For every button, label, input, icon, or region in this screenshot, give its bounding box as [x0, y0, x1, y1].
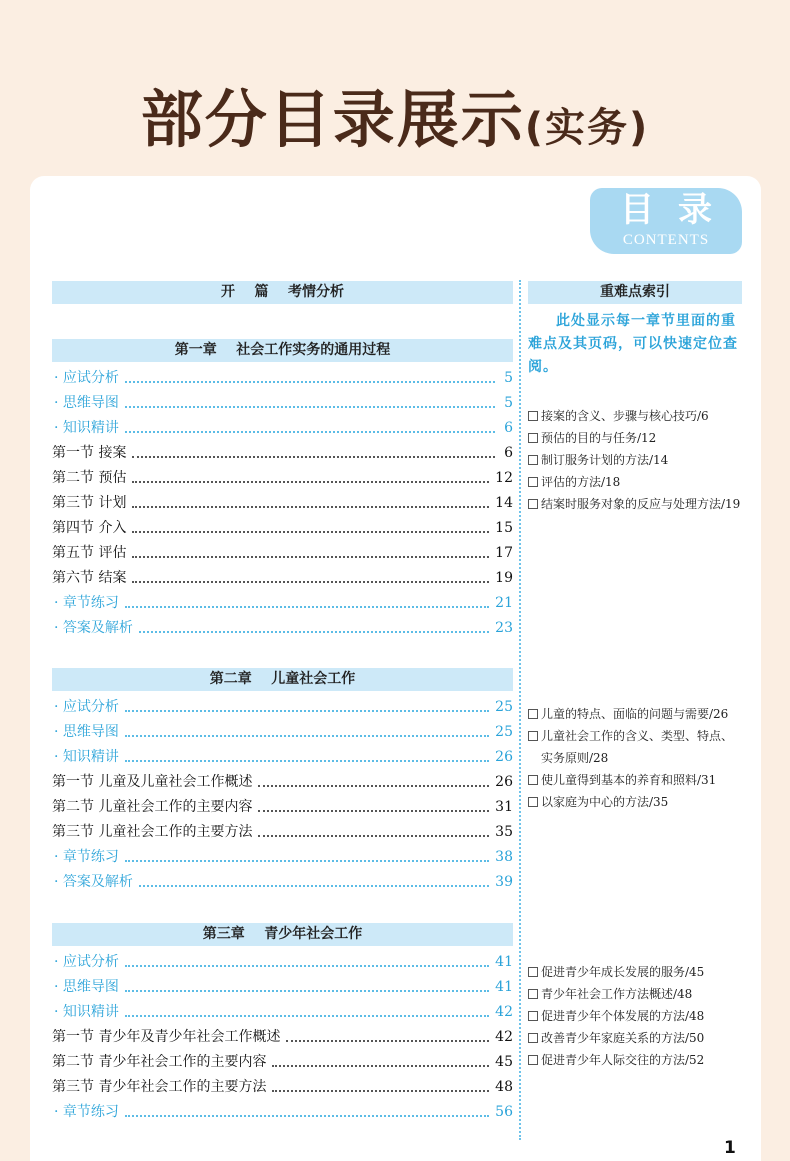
key-point-text: 接案的含义、步骤与核心技巧/6 — [541, 409, 709, 423]
checkbox-icon[interactable] — [528, 477, 538, 487]
toc-entry-label: · 应试分析 — [54, 699, 119, 715]
toc-entry-label: 第三节 儿童社会工作的主要方法 — [52, 824, 253, 840]
key-points-chapter-3 — [528, 961, 742, 1071]
toc-entry[interactable] — [52, 720, 513, 745]
toc-entry-page: 19 — [495, 570, 513, 586]
dot-leader — [125, 381, 495, 383]
toc-entry[interactable] — [52, 695, 513, 720]
key-points-chapter-2 — [528, 703, 742, 813]
key-points-note: 此处显示每一章节里面的重难点及其页码，可以快速定位查阅。 — [528, 313, 738, 375]
chapter-1-block — [52, 339, 513, 641]
toc-entry-label: 第三节 青少年社会工作的主要方法 — [52, 1079, 267, 1095]
toc-entry[interactable] — [52, 975, 513, 1000]
contents-badge — [590, 188, 742, 254]
dot-leader — [132, 456, 495, 458]
toc-entry-page: 35 — [495, 824, 513, 840]
toc-entry-page: 26 — [495, 774, 513, 790]
checkbox-icon[interactable] — [528, 1055, 538, 1065]
toc-entry-page: 42 — [495, 1004, 513, 1020]
dot-leader — [272, 1090, 489, 1092]
toc-entry-page: 41 — [495, 979, 513, 995]
dot-leader — [125, 1015, 489, 1017]
key-points-header: 重难点索引 — [528, 281, 742, 304]
toc-entry-page: 5 — [504, 370, 513, 386]
toc-entry-label: · 思维导图 — [54, 724, 119, 740]
dot-leader — [132, 481, 489, 483]
toc-entry-label: · 思维导图 — [54, 979, 119, 995]
checkbox-icon[interactable] — [528, 775, 538, 785]
toc-entry-page: 17 — [495, 545, 513, 561]
key-point-item[interactable] — [528, 493, 742, 515]
dot-leader — [125, 431, 495, 433]
key-point-item[interactable] — [528, 725, 742, 769]
toc-entry-page: 48 — [495, 1079, 513, 1095]
checkbox-icon[interactable] — [528, 455, 538, 465]
toc-entry-label: · 应试分析 — [54, 370, 119, 386]
toc-entry-label: 第二节 青少年社会工作的主要内容 — [52, 1054, 267, 1070]
dot-leader — [125, 1115, 489, 1117]
dot-leader — [286, 1040, 489, 1042]
checkbox-icon[interactable] — [528, 989, 538, 999]
toc-entry-page: 12 — [495, 470, 513, 486]
key-point-text: 改善青少年家庭关系的方法/50 — [541, 1031, 705, 1045]
toc-left-column — [52, 281, 513, 1125]
toc-entry-page: 25 — [495, 724, 513, 740]
key-point-item[interactable] — [528, 983, 742, 1005]
key-points-chapter-1 — [528, 405, 742, 515]
checkbox-icon[interactable] — [528, 499, 538, 509]
toc-entry[interactable] — [52, 1000, 513, 1025]
checkbox-icon[interactable] — [528, 967, 538, 977]
checkbox-icon[interactable] — [528, 1011, 538, 1021]
toc-entry[interactable] — [52, 870, 513, 895]
key-point-text: 预估的目的与任务/12 — [541, 431, 657, 445]
checkbox-icon[interactable] — [528, 411, 538, 421]
key-point-item[interactable] — [528, 405, 742, 427]
toc-entry[interactable] — [52, 1050, 513, 1075]
toc-entry-label: · 知识精讲 — [54, 749, 119, 765]
dot-leader — [132, 531, 489, 533]
checkbox-icon[interactable] — [528, 797, 538, 807]
key-point-item[interactable] — [528, 1049, 742, 1071]
key-point-text: 制订服务计划的方法/14 — [541, 453, 669, 467]
checkbox-icon[interactable] — [528, 731, 538, 741]
key-point-text: 评估的方法/18 — [541, 475, 621, 489]
toc-entry-label: · 应试分析 — [54, 954, 119, 970]
toc-entry[interactable] — [52, 566, 513, 591]
toc-entry-label: 第六节 结案 — [52, 570, 127, 586]
key-point-item[interactable] — [528, 1005, 742, 1027]
toc-entry-label: 第一节 青少年及青少年社会工作概述 — [52, 1029, 281, 1045]
toc-entry-page: 25 — [495, 699, 513, 715]
toc-entry-label: 第五节 评估 — [52, 545, 127, 561]
title-suffix: (实务) — [524, 105, 650, 151]
dot-leader — [139, 885, 489, 887]
key-points-column — [528, 281, 742, 1067]
badge-cn: 目录 — [620, 190, 736, 230]
dot-leader — [125, 406, 495, 408]
toc-entry[interactable] — [52, 1025, 513, 1050]
toc-entry-label: · 思维导图 — [54, 395, 119, 411]
checkbox-icon[interactable] — [528, 709, 538, 719]
dot-leader — [125, 965, 489, 967]
toc-entry[interactable] — [52, 745, 513, 770]
chapter-header: 第三章 青少年社会工作 — [52, 923, 513, 946]
badge-en: CONTENTS — [622, 232, 710, 248]
opening-header: 开 篇 考情分析 — [52, 281, 513, 304]
toc-entry-label: · 答案及解析 — [54, 874, 133, 890]
key-point-item[interactable] — [528, 769, 742, 791]
toc-entry-label: 第一节 儿童及儿童社会工作概述 — [52, 774, 253, 790]
key-point-item[interactable] — [528, 1027, 742, 1049]
toc-entry[interactable] — [52, 591, 513, 616]
toc-entry-page: 56 — [495, 1104, 513, 1120]
toc-entry-page: 23 — [495, 620, 513, 636]
toc-entry-label: 第三节 计划 — [52, 495, 127, 511]
chapter-3-block — [52, 923, 513, 1125]
key-point-text: 促进青少年成长发展的服务/45 — [541, 965, 705, 979]
toc-entry-label: · 章节练习 — [54, 849, 119, 865]
dot-leader — [132, 556, 489, 558]
toc-entry-page: 15 — [495, 520, 513, 536]
toc-entry[interactable] — [52, 950, 513, 975]
page-title — [0, 70, 790, 159]
toc-entry[interactable] — [52, 770, 513, 795]
key-point-text: 促进青少年个体发展的方法/48 — [541, 1009, 705, 1023]
key-point-text: 以家庭为中心的方法/35 — [541, 795, 669, 809]
column-divider — [519, 280, 521, 1140]
toc-entry-label: 第二节 儿童社会工作的主要内容 — [52, 799, 253, 815]
toc-entry[interactable] — [52, 491, 513, 516]
key-point-item[interactable] — [528, 703, 742, 725]
dot-leader — [125, 710, 489, 712]
toc-entry-page: 5 — [504, 395, 513, 411]
toc-entry[interactable] — [52, 366, 513, 391]
toc-entry-page: 6 — [504, 420, 513, 436]
key-point-text: 促进青少年人际交往的方法/52 — [541, 1053, 705, 1067]
toc-entry-label: · 章节练习 — [54, 1104, 119, 1120]
toc-entry-page: 38 — [495, 849, 513, 865]
toc-entry[interactable] — [52, 466, 513, 491]
toc-entry-page: 41 — [495, 954, 513, 970]
key-point-text: 使儿童得到基本的养育和照料/31 — [541, 773, 717, 787]
dot-leader — [139, 631, 489, 633]
toc-card — [30, 176, 761, 1161]
checkbox-icon[interactable] — [528, 433, 538, 443]
key-point-text: 儿童社会工作的含义、类型、特点、实务原则/28 — [541, 729, 734, 765]
chapter-2-block — [52, 668, 513, 895]
toc-entry-page: 39 — [495, 874, 513, 890]
toc-entry-label: 第四节 介入 — [52, 520, 127, 536]
dot-leader — [125, 606, 489, 608]
toc-entry-label: · 章节练习 — [54, 595, 119, 611]
toc-entry-label: 第二节 预估 — [52, 470, 127, 486]
page-number: 1 — [724, 1138, 736, 1158]
toc-entry-label: · 知识精讲 — [54, 420, 119, 436]
toc-entry-page: 6 — [504, 445, 513, 461]
checkbox-icon[interactable] — [528, 1033, 538, 1043]
dot-leader — [258, 785, 489, 787]
key-point-item[interactable] — [528, 791, 742, 813]
key-point-text: 儿童的特点、面临的问题与需要/26 — [541, 707, 729, 721]
key-point-item[interactable] — [528, 449, 742, 471]
dot-leader — [258, 835, 489, 837]
toc-entry-label: 第一节 接案 — [52, 445, 127, 461]
dot-leader — [132, 581, 489, 583]
dot-leader — [125, 860, 489, 862]
key-point-item[interactable] — [528, 427, 742, 449]
toc-entry[interactable] — [52, 541, 513, 566]
toc-entry[interactable] — [52, 416, 513, 441]
toc-entry[interactable] — [52, 441, 513, 466]
toc-entry-page: 21 — [495, 595, 513, 611]
toc-entry[interactable] — [52, 516, 513, 541]
toc-entry-page: 31 — [495, 799, 513, 815]
dot-leader — [125, 990, 489, 992]
dot-leader — [125, 760, 489, 762]
key-point-text: 结案时服务对象的反应与处理方法/19 — [541, 497, 741, 511]
dot-leader — [258, 810, 489, 812]
dot-leader — [272, 1065, 489, 1067]
dot-leader — [132, 506, 489, 508]
toc-entry-label: · 知识精讲 — [54, 1004, 119, 1020]
toc-entry[interactable] — [52, 795, 513, 820]
title-main: 部分目录展示 — [140, 83, 525, 156]
toc-entry[interactable] — [52, 845, 513, 870]
chapter-header: 第一章 社会工作实务的通用过程 — [52, 339, 513, 362]
toc-entry-page: 14 — [495, 495, 513, 511]
toc-entry[interactable] — [52, 391, 513, 416]
toc-entry[interactable] — [52, 1075, 513, 1100]
dot-leader — [125, 735, 489, 737]
toc-entry-page: 45 — [495, 1054, 513, 1070]
toc-entry[interactable] — [52, 1100, 513, 1125]
key-point-text: 青少年社会工作方法概述/48 — [541, 987, 693, 1001]
toc-entry-page: 42 — [495, 1029, 513, 1045]
toc-entry-label: · 答案及解析 — [54, 620, 133, 636]
toc-entry[interactable] — [52, 820, 513, 845]
toc-entry[interactable] — [52, 616, 513, 641]
chapter-header: 第二章 儿童社会工作 — [52, 668, 513, 691]
toc-entry-page: 26 — [495, 749, 513, 765]
key-point-item[interactable] — [528, 471, 742, 493]
key-point-item[interactable] — [528, 961, 742, 983]
